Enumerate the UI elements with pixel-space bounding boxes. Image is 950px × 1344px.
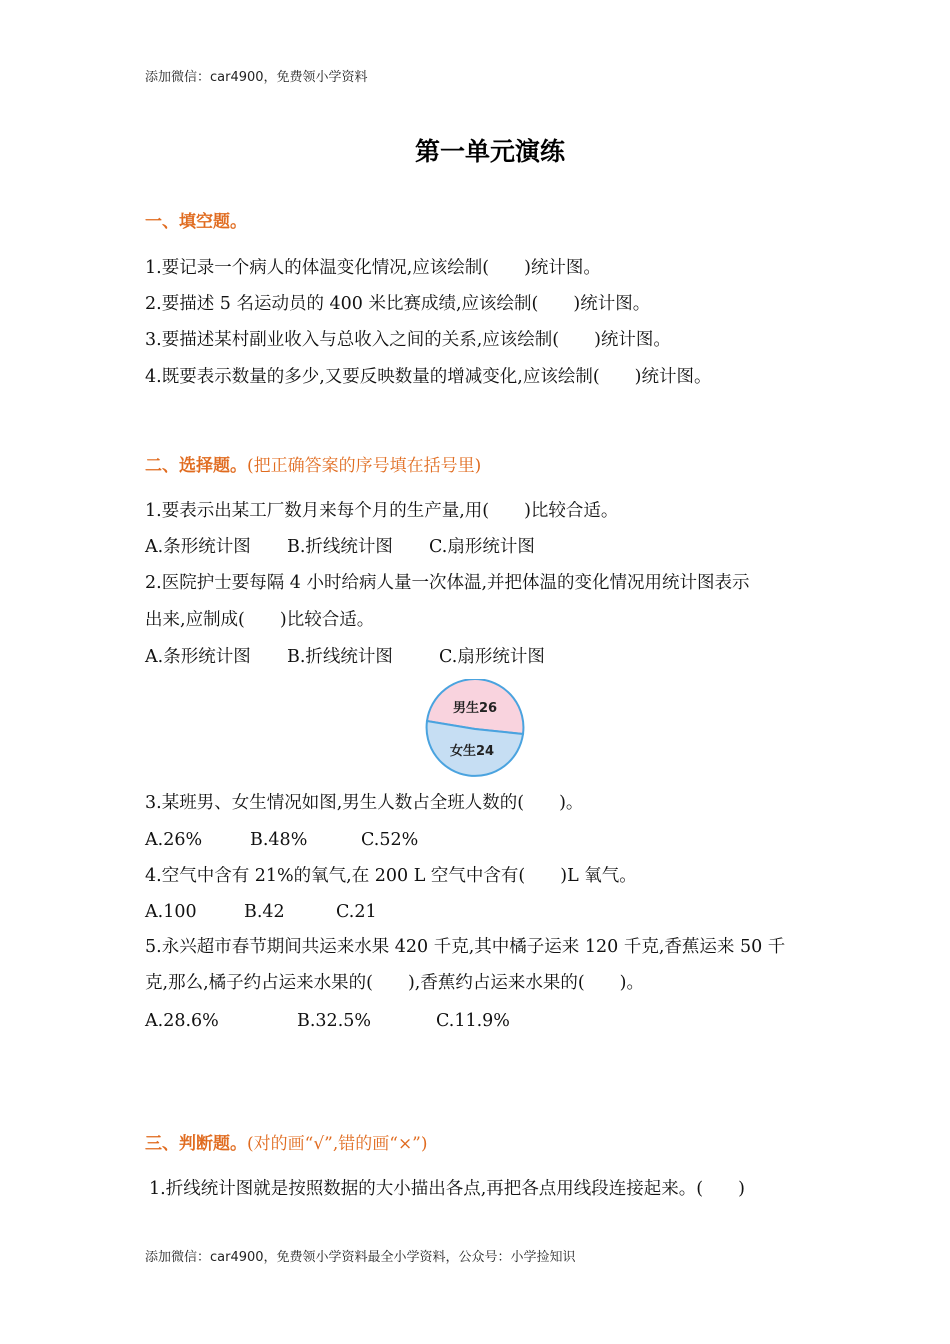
s2-question-5-line2: 克,那么,橘子约占运来水果的( ),香蕉约占运来水果的( )。	[145, 973, 644, 993]
s1-question-3: 3.要描述某村副业收入与总收入之间的关系,应该绘制( )统计图。	[145, 330, 671, 350]
s2-q3-option-b: B.48%	[250, 830, 308, 850]
section3-note: (对的画“√”,错的画“×”)	[247, 1134, 428, 1154]
s3-question-1: 1.折线统计图就是按照数据的大小描出各点,再把各点用线段连接起来。( )	[149, 1179, 745, 1199]
s2-q3-option-a: A.26%	[145, 830, 203, 850]
footer-note: 添加微信：car4900，免费领小学资料最全小学资料，公众号：小学捡知识	[145, 1250, 576, 1265]
s2-q2-option-a: A.条形统计图	[145, 647, 251, 667]
gender-pie-chart	[424, 679, 526, 779]
s2-q3-options	[145, 828, 418, 852]
section3-heading	[145, 1129, 428, 1154]
section2-heading	[145, 451, 481, 476]
s2-q5-option-a: A.28.6%	[145, 1011, 219, 1031]
s2-q5-option-b: B.32.5%	[297, 1011, 372, 1031]
s2-question-4: 4.空气中含有 21%的氧气,在 200 L 空气中含有( )L 氧气。	[145, 866, 637, 886]
s2-q5-option-c: C.11.9%	[436, 1011, 510, 1031]
s2-question-2-line2: 出来,应制成( )比较合适。	[145, 610, 375, 630]
s2-question-3: 3.某班男、女生情况如图,男生人数占全班人数的( )。	[145, 793, 584, 813]
s2-q1-options	[145, 535, 535, 559]
page-title: 第一单元演练	[414, 137, 565, 166]
s2-q4-option-b: B.42	[244, 902, 285, 922]
s2-q4-options	[145, 900, 377, 924]
s2-q5-options	[145, 1009, 510, 1033]
s1-question-2: 2.要描述 5 名运动员的 400 米比赛成绩,应该绘制( )统计图。	[145, 294, 651, 314]
s2-q4-option-a: A.100	[145, 902, 197, 922]
s2-q2-option-b: B.折线统计图	[287, 647, 393, 667]
pie-label-girls: 女生24	[449, 744, 495, 759]
s2-q2-option-c: C.扇形统计图	[439, 647, 545, 667]
s2-q1-option-b: B.折线统计图	[287, 537, 393, 557]
s2-q4-option-c: C.21	[336, 902, 377, 922]
s1-question-4: 4.既要表示数量的多少,又要反映数量的增减变化,应该绘制( )统计图。	[145, 367, 712, 387]
s2-question-5-line1: 5.永兴超市春节期间共运来水果 420 千克,其中橘子运来 120 千克,香蕉运来 50 千	[145, 937, 786, 957]
s2-q1-option-c: C.扇形统计图	[429, 537, 535, 557]
header-note: 添加微信：car4900，免费领小学资料	[145, 70, 368, 85]
section2-heading-text: 二、选择题。	[145, 456, 247, 476]
s2-q2-options	[145, 645, 545, 669]
section1-heading: 一、填空题。	[145, 212, 247, 232]
s2-question-1: 1.要表示出某工厂数月来每个月的生产量,用( )比较合适。	[145, 501, 619, 521]
section3-heading-text: 三、判断题。	[145, 1134, 247, 1154]
pie-label-boys: 男生26	[452, 701, 498, 716]
s1-question-1: 1.要记录一个病人的体温变化情况,应该绘制( )统计图。	[145, 258, 601, 278]
s2-q3-option-c: C.52%	[361, 830, 419, 850]
s2-question-2-line1: 2.医院护士要每隔 4 小时给病人量一次体温,并把体温的变化情况用统计图表示	[145, 573, 750, 593]
s2-q1-option-a: A.条形统计图	[145, 537, 251, 557]
section2-note: (把正确答案的序号填在括号里)	[247, 456, 482, 476]
